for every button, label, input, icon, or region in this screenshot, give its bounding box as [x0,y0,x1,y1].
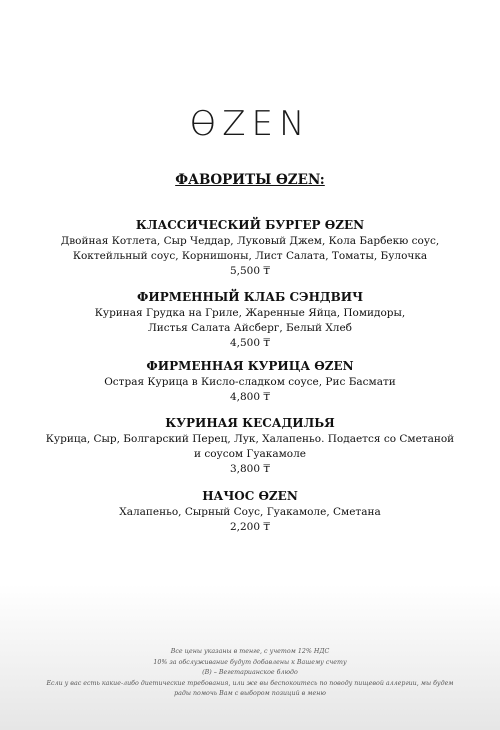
menu-item-classic-burger [0,217,500,279]
item-price: 3,800 ₸ [229,463,271,475]
item-description [0,306,500,336]
item-description-line: и соусом Гуакамоле [193,448,306,460]
item-name: КЛАССИЧЕСКИЙ БУРГЕР ƟZEN [135,218,365,232]
item-price: 4,800 ₸ [229,391,271,403]
item-price: 5,500 ₸ [229,265,271,277]
brand-logo: ƟZEN [189,104,311,144]
item-description-line: Куриная Грудка на Гриле, Жаренные Яйца, Помидоры, [94,307,406,319]
menu-item-chicken-quesadilla [0,415,500,477]
item-name: ФИРМЕННАЯ КУРИЦА ƟZEN [146,359,354,373]
footer-notes [0,647,500,700]
footer-line: Если у вас есть какие-либо диетические требования, или же вы беспокоитесь по поводу пищевой аллергии, мы будем [46,679,454,687]
section-title: ФАВОРИТЫ ƟZEN: [175,172,325,188]
item-description-line: Листья Салата Айсберг, Белый Хлеб [148,322,352,334]
item-description-line: Двойная Котлета, Сыр Чеддар, Луковый Джем, Кола Барбекю соус, [60,235,440,247]
item-description-line: Острая Курица в Кисло-сладком соусе, Рис Басмати [104,376,396,388]
item-description-line: Халапеньо, Сырный Соус, Гуакамоле, Сметана [119,506,381,518]
item-price: 2,200 ₸ [229,521,271,533]
item-description-line: Коктейльный соус, Корнишоны, Лист Салата, Томаты, Булочка [72,250,428,262]
footer-line: (В) – Вегетарианское блюдо [202,669,298,676]
item-name: КУРИНАЯ КЕСАДИЛЬЯ [165,416,335,430]
menu-item-club-sandwich [0,289,500,351]
footer-line: Все цены указаны в тенге, с учетом 12% НДС [170,648,330,655]
item-name: НАЧОС ƟZEN [202,489,298,503]
item-description-line: Курица, Сыр, Болгарский Перец, Лук, Халапеньо. Подается со Сметаной [45,433,455,445]
item-description [0,432,500,462]
item-description [0,234,500,264]
item-name: ФИРМЕННЫЙ КЛАБ СЭНДВИЧ [136,290,364,304]
menu-item-nachos [0,488,500,535]
item-description [0,505,500,520]
item-description [0,375,500,390]
footer-line: 10% за обслуживание будут добавлены к Вашему счету [153,658,347,666]
footer-line: рады помочь Вам с выбором позиций в меню [174,690,326,697]
menu-item-signature-chicken [0,358,500,405]
item-price: 4,500 ₸ [229,337,271,349]
